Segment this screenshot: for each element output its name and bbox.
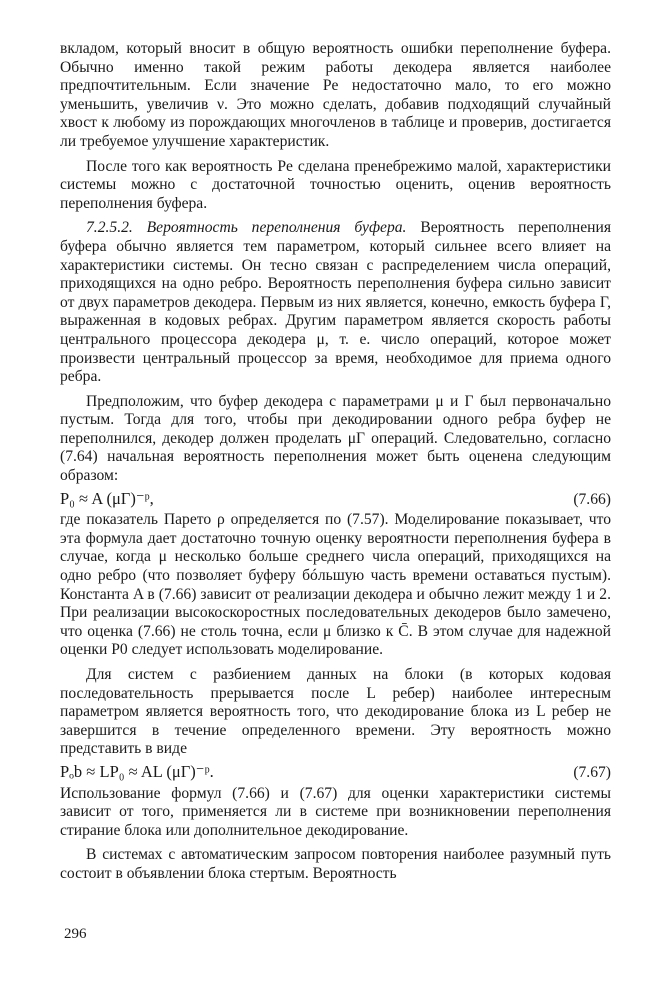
page-number: 296 [64, 926, 87, 942]
paragraph-7: Использование формул (7.66) и (7.67) для оценки характеристики системы зависит от того, применяется ли в системе при возникновении переполнения стирание блока или дополнительное декодирование. [60, 784, 611, 839]
formula-7-67 [60, 763, 611, 783]
formula-expression: Pₒb ≈ LP₀ ≈ AL (μГ)⁻ᵖ. [60, 761, 214, 781]
paragraph-8: В системах с автоматическим запросом повторения наиболее разумный путь состоит в объявлении блока стертым. Вероятность [60, 846, 611, 882]
section-7-2-5-2 [60, 219, 611, 386]
formula-number: (7.66) [573, 490, 611, 508]
page-body [60, 40, 611, 884]
paragraph-5: где показатель Парето ρ определяется по (7.57). Моделирование показывает, что эта формула дает достаточно точную оценку вероятности переполнения буфера в случае, когда μ несколько больше среднего числа операций, приходящихся на одно ребро (что позволяет буферу бóльшую часть времени оставаться пустым). Константа A в (7.66) зависит от реализации декодера и обычно лежит между 1 и 2. При реализации высокоскоростных последовательных декодеров было замечено, что оценка (7.66) не столь точна, если μ близко к C̄. В этом случае для надежной оценки P0 следует использовать моделирование. [60, 511, 611, 659]
formula-expression: P₀ ≈ A (μГ)⁻ᵖ, [60, 488, 154, 508]
formula-7-66 [60, 490, 611, 510]
section-heading: 7.2.5.2. Вероятность переполнения буфера. [86, 219, 407, 237]
formula-number: (7.67) [573, 763, 611, 781]
section-body: Вероятность переполнения буфера обычно является тем параметром, который сильнее всего влияет на характеристики системы. Он тесно связан с распределением числа операций, приходящихся на одно ребро. Вероятность переполнения буфера сильно зависит от двух параметров декодера. Первым из них является, конечно, емкость буфера Г, выраженная в кодовых ребрах. Другим параметром является скорость работы центрального процессора декодера μ, т. е. число операций, которое может произвести центральный процессор за время, необходимое для приема одного ребра. [60, 219, 611, 386]
paragraph-2: После того как вероятность Pe сделана пренебрежимо малой, характеристики системы можно с достаточной точностью оценить, оценив вероятность переполнения буфера. [60, 157, 611, 212]
paragraph-1: вкладом, который вносит в общую вероятность ошибки переполнение буфера. Обычно именно такой режим работы декодера является наиболее предпочтительным. Если значение Pe недостаточно мало, то его можно уменьшить, увеличив ν. Это можно сделать, добавив подходящий случайный хвост к любому из порождающих многочленов в таблице и проверив, достигается ли требуемое улучшение характеристик. [60, 40, 611, 150]
paragraph-4: Предположим, что буфер декодера с параметрами μ и Г был первоначально пустым. Тогда для того, чтобы при декодировании одного ребра буфер не переполнился, декодер должен проделать μГ операций. Следовательно, согласно (7.64) начальная вероятность переполнения может быть оценена следующим образом: [60, 392, 611, 485]
paragraph-6: Для систем с разбиением данных на блоки (в которых кодовая последовательность прерывается после L ребер) наиболее интересным параметром является вероятность того, что декодирование блока из L ребер не завершится в течение определенного времени. Эту вероятность можно представить в виде [60, 666, 611, 758]
